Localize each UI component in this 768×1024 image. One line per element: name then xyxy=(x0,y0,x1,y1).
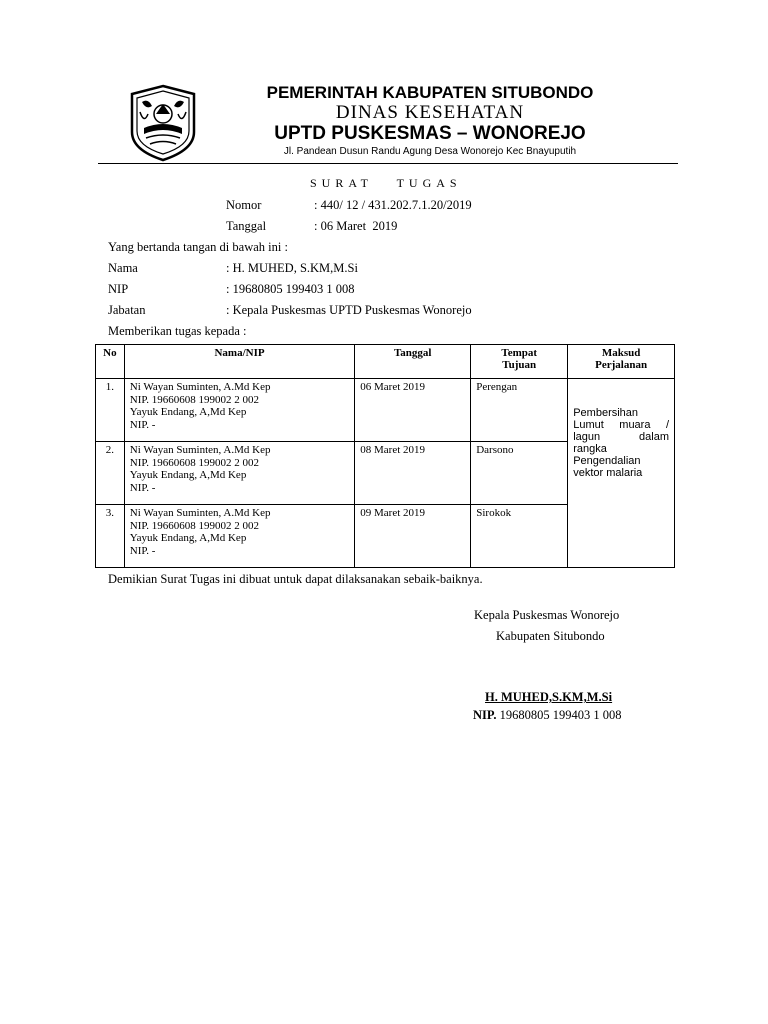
person-nip: NIP. 19660608 199002 2 002 xyxy=(129,519,260,532)
row-number: 3. xyxy=(96,505,125,568)
person-nip: NIP. - xyxy=(129,481,156,494)
person-name: Yayuk Endang, A,Md Kep xyxy=(129,532,247,544)
signer-region: Kabupaten Situbondo xyxy=(496,629,605,643)
signer-name: H. MUHED,S.KM,M.Si xyxy=(485,690,613,704)
header-no: No xyxy=(96,345,125,379)
person-nip: NIP. 19660608 199002 2 002 xyxy=(129,393,260,406)
header-tujuan-line2: Tujuan xyxy=(502,359,537,371)
header-tanggal: Tanggal xyxy=(355,345,471,379)
nomor-value: : 440/ 12 / 431.202.7.1.20/2019 xyxy=(314,198,472,212)
person-name: Ni Wayan Suminten, A.Md Kep xyxy=(129,444,271,456)
tanggal-label: Tanggal xyxy=(226,219,267,233)
signer-nip xyxy=(473,708,622,723)
header-government: PEMERINTAH KABUPATEN SITUBONDO xyxy=(266,83,594,102)
header-tujuan-line1: Tempat xyxy=(501,347,538,359)
header-nama-nip: Nama/NIP xyxy=(124,345,354,379)
row-date: 06 Maret 2019 xyxy=(355,379,471,442)
nama-label: Nama xyxy=(108,261,138,275)
nip-label: NIP xyxy=(108,282,129,296)
signer-nip-label: NIP. xyxy=(473,708,497,722)
nama-value: : H. MUHED, S.KM,M.Si xyxy=(226,261,358,275)
nomor-label: Nomor xyxy=(226,198,262,212)
row-destination: Perengan xyxy=(471,379,568,442)
row-personnel xyxy=(124,379,354,442)
header-department: DINAS KESEHATAN xyxy=(335,102,525,123)
jabatan-value: : Kepala Puskesmas UPTD Puskesmas Wonorejo xyxy=(226,303,472,317)
table-header-row xyxy=(96,345,675,379)
signer-position: Kepala Puskesmas Wonorejo xyxy=(474,608,620,622)
jabatan-label: Jabatan xyxy=(108,303,146,317)
header-tempat-tujuan xyxy=(471,345,568,379)
maksud-text: Pembersihan Lumut muara / lagun dalam rangka Pengendalian vektor malaria xyxy=(573,407,669,479)
table-row xyxy=(96,379,675,442)
tanggal-value: : 06 Maret 2019 xyxy=(314,219,398,233)
row-date: 09 Maret 2019 xyxy=(355,505,471,568)
person-name: Ni Wayan Suminten, A.Md Kep xyxy=(129,507,271,519)
person-name: Yayuk Endang, A,Md Kep xyxy=(129,469,247,481)
nip-value: : 19680805 199403 1 008 xyxy=(226,282,355,296)
person-nip: NIP. - xyxy=(129,544,156,557)
row-personnel xyxy=(124,442,354,505)
signer-nip-value: 19680805 199403 1 008 xyxy=(499,708,622,722)
intro-text: Yang bertanda tangan di bawah ini : xyxy=(108,240,288,254)
row-destination: Sirokok xyxy=(471,505,568,568)
header-maksud-line1: Maksud xyxy=(601,347,641,359)
row-number: 2. xyxy=(96,442,125,505)
header-puskesmas: UPTD PUSKESMAS – WONOREJO xyxy=(274,123,586,144)
assignment-intro: Memberikan tugas kepada : xyxy=(108,324,247,338)
row-date: 08 Maret 2019 xyxy=(355,442,471,505)
row-personnel xyxy=(124,505,354,568)
person-name: Ni Wayan Suminten, A.Md Kep xyxy=(129,381,271,393)
person-nip: NIP. - xyxy=(129,418,156,431)
row-destination: Darsono xyxy=(471,442,568,505)
closing-text: Demikian Surat Tugas ini dibuat untuk dapat dilaksanakan sebaik-baiknya. xyxy=(108,572,483,586)
regency-emblem-logo xyxy=(126,84,200,162)
row-number: 1. xyxy=(96,379,125,442)
person-name: Yayuk Endang, A,Md Kep xyxy=(129,406,247,418)
document-title: SURAT TUGAS xyxy=(310,176,462,190)
assignment-table xyxy=(95,344,675,568)
header-maksud-line2: Perjalanan xyxy=(595,359,648,371)
header-divider xyxy=(98,163,678,164)
person-nip: NIP. 19660608 199002 2 002 xyxy=(129,456,260,469)
maksud-cell xyxy=(568,379,675,568)
header-address: Jl. Pandean Dusun Randu Agung Desa Wonorejo Kec Bnayuputih xyxy=(283,146,577,157)
header-maksud xyxy=(568,345,675,379)
